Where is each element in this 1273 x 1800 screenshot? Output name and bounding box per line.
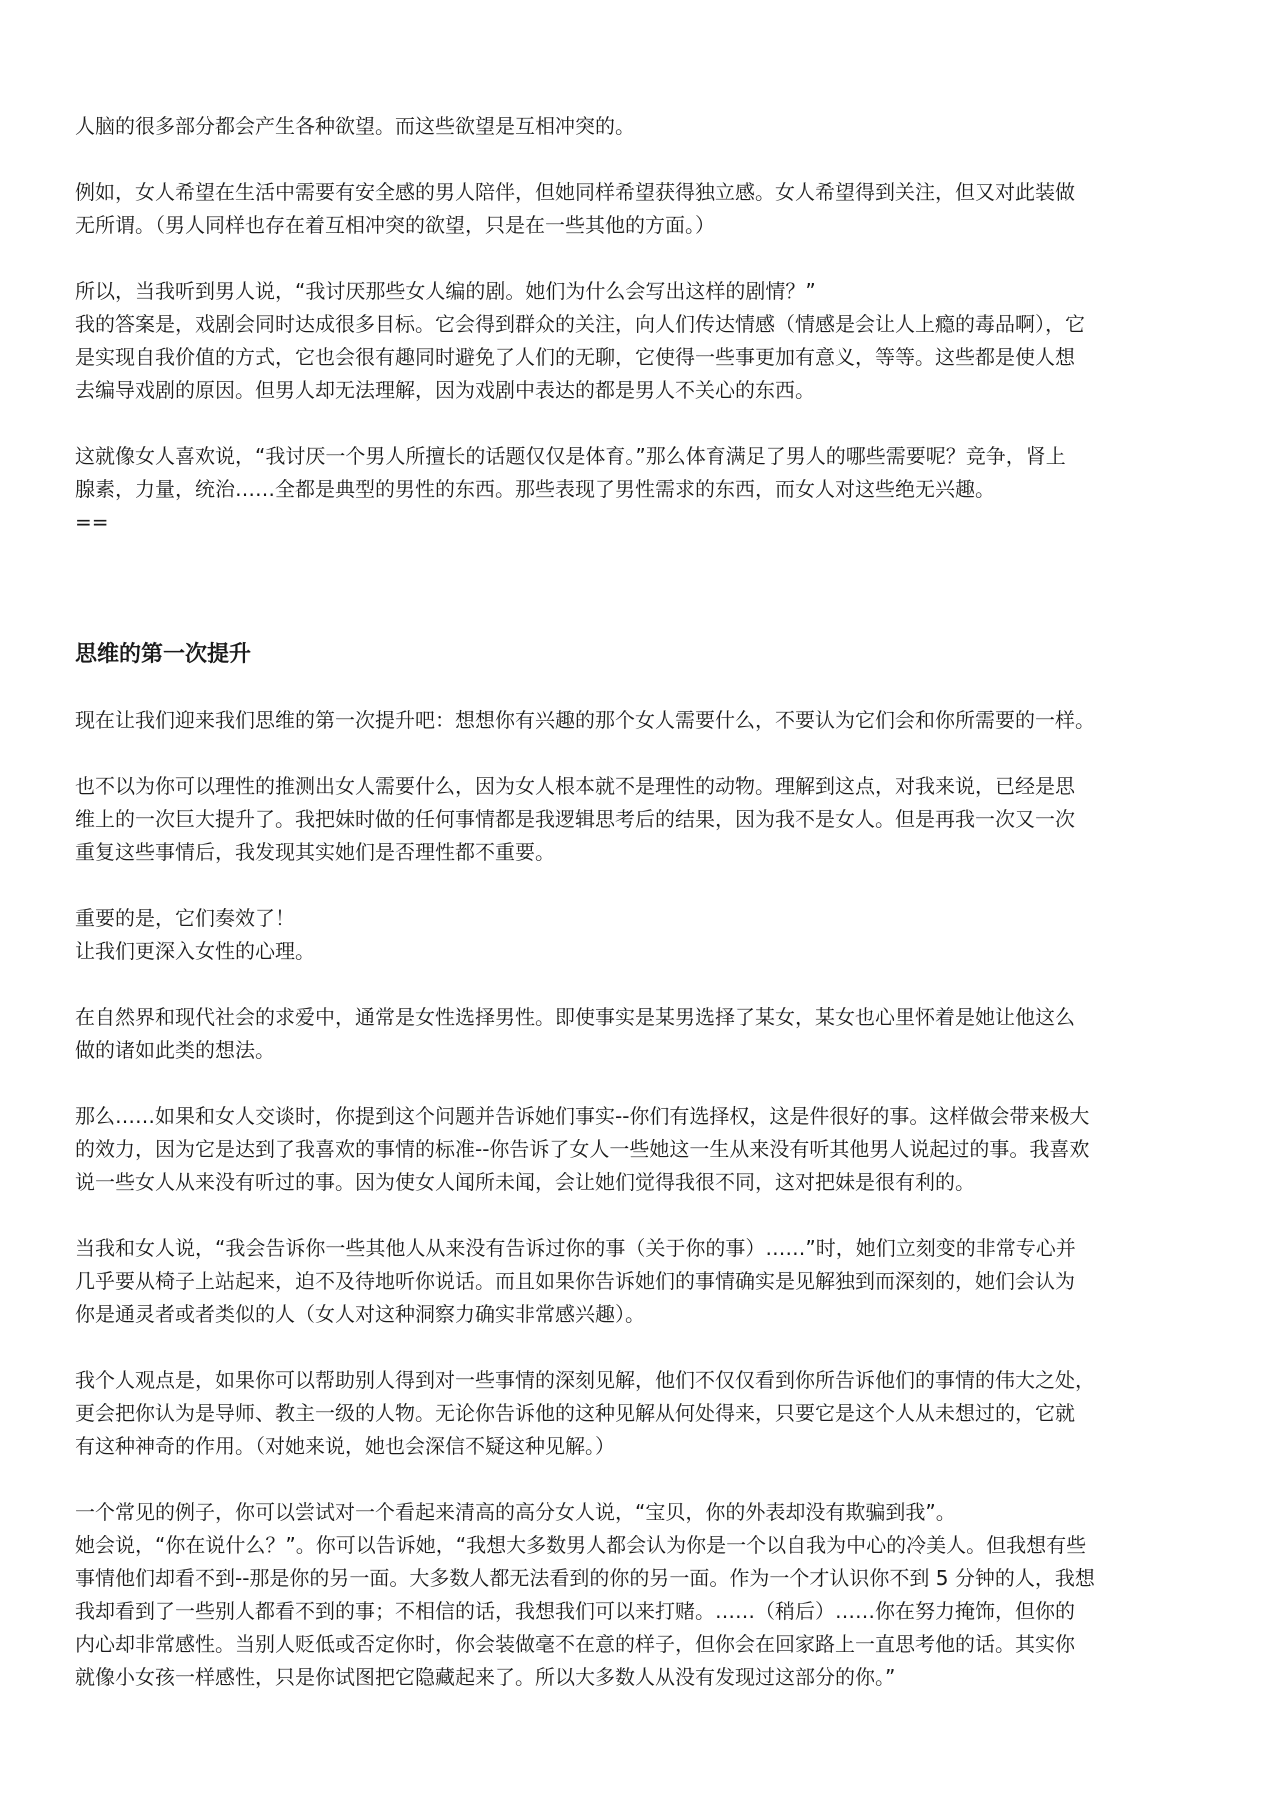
text-line: 更会把你认为是导师、教主一级的人物。无论你告诉他的这种见解从何处得来，只要它是这个人从未想过的，它就: [75, 1401, 1075, 1425]
text-line: 的效力，因为它是达到了我喜欢的事情的标准--你告诉了女人一些她这一生从来没有听其他男人说起过的事。我喜欢: [75, 1137, 1090, 1161]
text-line: 几乎要从椅子上站起来，迫不及待地听你说话。而且如果你告诉她们的事情确实是见解独到而深刻的，她们会认为: [75, 1269, 1075, 1293]
paragraph-spacer: [75, 605, 1205, 638]
paragraph-spacer: [75, 968, 1205, 1001]
paragraph-spacer: [75, 737, 1205, 770]
paragraph-spacer: [75, 1463, 1205, 1496]
paragraph: [75, 770, 1205, 869]
text-line: 让我们更深入女性的心理。: [75, 939, 315, 963]
text-line: 重要的是，它们奏效了！: [75, 906, 295, 930]
document-page: [75, 110, 1205, 1694]
text-line: 无所谓。（男人同样也存在着互相冲突的欲望，只是在一些其他的方面。）: [75, 213, 715, 237]
paragraph: [75, 1100, 1205, 1199]
text-line: 是实现自我价值的方式，它也会很有趣同时避免了人们的无聊，它使得一些事更加有意义，等等。这些都是使人想: [75, 345, 1075, 369]
paragraph-spacer: [75, 1067, 1205, 1100]
text-line: 在自然界和现代社会的求爱中，通常是女性选择男性。即使事实是某男选择了某女，某女也心里怀着是她让他这么: [75, 1005, 1075, 1029]
text-line: 你是通灵者或者类似的人（女人对这种洞察力确实非常感兴趣）。: [75, 1302, 645, 1326]
text-line: 那么……如果和女人交谈时，你提到这个问题并告诉她们事实--你们有选择权，这是件很好的事。这样做会带来极大: [75, 1104, 1090, 1128]
text-line: 我的答案是，戏剧会同时达成很多目标。它会得到群众的关注，向人们传达情感（情感是会让人上瘾的毒品啊），它: [75, 312, 1085, 336]
paragraph-spacer: [75, 671, 1205, 704]
paragraph: [75, 1364, 1205, 1463]
paragraph: [75, 1001, 1205, 1067]
paragraph: [75, 176, 1205, 242]
text-line: 也不以为你可以理性的推测出女人需要什么，因为女人根本就不是理性的动物。理解到这点，对我来说，已经是思: [75, 774, 1075, 798]
text-line: 所以，当我听到男人说，“我讨厌那些女人编的剧。她们为什么会写出这样的剧情？”: [75, 279, 816, 303]
paragraph-spacer: [75, 407, 1205, 440]
text-line: 内心却非常感性。当别人贬低或否定你时，你会装做毫不在意的样子，但你会在回家路上一直思考他的话。其实你: [75, 1632, 1075, 1656]
text-line: 当我和女人说，“我会告诉你一些其他人从来没有告诉过你的事（关于你的事）……”时，她们立刻变的非常专心并: [75, 1236, 1076, 1260]
text-line: 维上的一次巨大提升了。我把妹时做的任何事情都是我逻辑思考后的结果，因为我不是女人。但是再我一次又一次: [75, 807, 1075, 831]
paragraph: [75, 1496, 1205, 1694]
paragraph: [75, 275, 1205, 407]
text-line: 一个常见的例子，你可以尝试对一个看起来清高的高分女人说，“宝贝，你的外表却没有欺骗到我”。: [75, 1500, 956, 1524]
text-line: 事情他们却看不到--那是你的另一面。大多数人都无法看到的你的另一面。作为一个才认识你不到 5 分钟的人，我想: [75, 1566, 1095, 1590]
text-line: 说一些女人从来没有听过的事。因为使女人闻所未闻，会让她们觉得我很不同，这对把妹是很有利的。: [75, 1170, 975, 1194]
section-heading: 思维的第一次提升: [75, 642, 252, 667]
text-line: 我却看到了一些别人都看不到的事；不相信的话，我想我们可以来打赌。……（稍后）……你在努力掩饰，但你的: [75, 1599, 1075, 1623]
text-line: 她会说，“你在说什么？”。你可以告诉她，“我想大多数男人都会认为你是一个以自我为中心的冷美人。但我想有些: [75, 1533, 1087, 1557]
paragraph-spacer: [75, 143, 1205, 176]
text-line: 腺素，力量，统治……全都是典型的男性的东西。那些表现了男性需求的东西，而女人对这些绝无兴趣。: [75, 477, 995, 501]
text-line: 我个人观点是，如果你可以帮助别人得到对一些事情的深刻见解，他们不仅仅看到你所告诉他们的事情的伟大之处，: [75, 1368, 1095, 1392]
paragraph: [75, 110, 1205, 143]
text-line: 有这种神奇的作用。（对她来说，她也会深信不疑这种见解。）: [75, 1434, 615, 1458]
paragraph-spacer: [75, 539, 1205, 572]
text-line: 去编导戏剧的原因。但男人却无法理解，因为戏剧中表达的都是男人不关心的东西。: [75, 378, 815, 402]
paragraph: [75, 440, 1205, 539]
paragraph-spacer: [75, 242, 1205, 275]
paragraph: [75, 1232, 1205, 1331]
paragraph: [75, 704, 1205, 737]
text-line: 这就像女人喜欢说，“我讨厌一个男人所擅长的话题仅仅是体育。”那么体育满足了男人的哪些需要呢？竞争，肾上: [75, 444, 1066, 468]
paragraph-spacer: [75, 1199, 1205, 1232]
paragraph-spacer: [75, 572, 1205, 605]
paragraph: [75, 902, 1205, 968]
paragraph-spacer: [75, 869, 1205, 902]
text-line: 就像小女孩一样感性，只是你试图把它隐藏起来了。所以大多数人从没有发现过这部分的你。”: [75, 1665, 896, 1689]
text-line: 人脑的很多部分都会产生各种欲望。而这些欲望是互相冲突的。: [75, 114, 635, 138]
text-line: 例如，女人希望在生活中需要有安全感的男人陪伴，但她同样希望获得独立感。女人希望得到关注，但又对此装做: [75, 180, 1075, 204]
text-line: 现在让我们迎来我们思维的第一次提升吧：想想你有兴趣的那个女人需要什么，不要认为它们会和你所需要的一样。: [75, 708, 1095, 732]
text-line: 重复这些事情后，我发现其实她们是否理性都不重要。: [75, 840, 555, 864]
text-line: 做的诸如此类的想法。: [75, 1038, 275, 1062]
paragraph-spacer: [75, 1331, 1205, 1364]
text-line: ==: [75, 510, 109, 534]
